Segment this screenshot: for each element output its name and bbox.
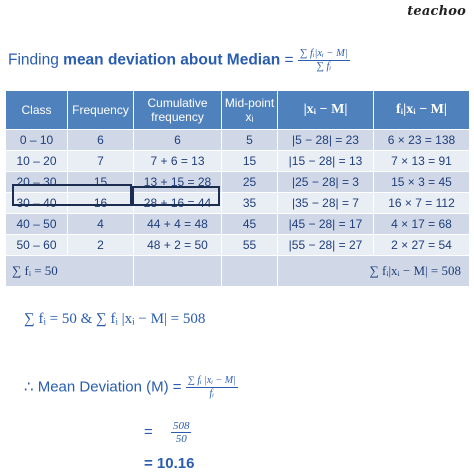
header-frequency: Frequency — [68, 91, 134, 130]
sum-frequency: ∑ fᵢ = 50 — [6, 256, 134, 287]
heading-suffix: = — [280, 51, 294, 69]
cell-abs-deviation: |55 − 28| = 27 — [278, 235, 374, 256]
mean-deviation-fraction — [186, 375, 238, 400]
mean-deviation-formula — [24, 375, 238, 400]
cell-frequency: 2 — [68, 235, 134, 256]
cell-class: 30 – 40 — [6, 193, 68, 214]
cell-cumulative: 13 + 15 = 28 — [134, 172, 222, 193]
table-header-row — [6, 91, 470, 130]
heading-bold: mean deviation about Median — [63, 51, 281, 69]
cell-weighted-deviation: 15 × 3 = 45 — [374, 172, 470, 193]
table-row — [6, 172, 470, 193]
cell-class: 20 – 30 — [6, 172, 68, 193]
table-row — [6, 130, 470, 151]
cell-cumulative: 44 + 4 = 48 — [134, 214, 222, 235]
cell-abs-deviation: |5 − 28| = 23 — [278, 130, 374, 151]
cell-frequency: 6 — [68, 130, 134, 151]
substitution-den: 50 — [175, 433, 187, 445]
cell-class: 40 – 50 — [6, 214, 68, 235]
heading-prefix: Finding — [8, 51, 64, 69]
substitution-fraction — [171, 420, 192, 445]
cell-midpoint: 45 — [222, 214, 278, 235]
cell-class: 50 – 60 — [6, 235, 68, 256]
cell-frequency: 15 — [68, 172, 134, 193]
cell-midpoint: 15 — [222, 151, 278, 172]
cell-weighted-deviation: 6 × 23 = 138 — [374, 130, 470, 151]
header-weighted-deviation: fᵢ|xᵢ − M| — [374, 91, 470, 130]
table-sum-row — [6, 256, 470, 287]
cell-frequency: 16 — [68, 193, 134, 214]
sum-row-blank-1 — [134, 256, 222, 287]
cell-abs-deviation: |25 − 28| = 3 — [278, 172, 374, 193]
cell-cumulative: 6 — [134, 130, 222, 151]
mean-deviation-den: fᵢ — [209, 388, 214, 399]
cell-class: 0 – 10 — [6, 130, 68, 151]
cell-frequency: 4 — [68, 214, 134, 235]
header-cumulative-frequency: Cumulative frequency — [134, 91, 222, 130]
table-row — [6, 235, 470, 256]
cell-abs-deviation: |15 − 28| = 13 — [278, 151, 374, 172]
header-abs-deviation: |xᵢ − M| — [278, 91, 374, 130]
cell-weighted-deviation: 7 × 13 = 91 — [374, 151, 470, 172]
heading-formula-den: ∑ fᵢ — [316, 61, 332, 72]
cell-weighted-deviation: 2 × 27 = 54 — [374, 235, 470, 256]
table-row-median-class — [6, 193, 470, 214]
heading — [8, 48, 350, 73]
sum-row-blank-2 — [222, 256, 278, 287]
table-row — [6, 214, 470, 235]
substitution-step — [144, 420, 191, 445]
substitution-num: 508 — [172, 420, 190, 432]
cell-midpoint: 35 — [222, 193, 278, 214]
cell-cumulative: 28 + 16 = 44 — [134, 193, 222, 214]
mean-deviation-num: ∑ fᵢ |xᵢ − M| — [187, 375, 236, 386]
mean-deviation-label: ∴ Mean Deviation (M) = — [24, 378, 182, 396]
cell-class: 10 – 20 — [6, 151, 68, 172]
cell-frequency: 7 — [68, 151, 134, 172]
cell-midpoint: 55 — [222, 235, 278, 256]
table-row — [6, 151, 470, 172]
header-midpoint: Mid-point xᵢ — [222, 91, 278, 130]
cell-cumulative: 48 + 2 = 50 — [134, 235, 222, 256]
sums-statement: ∑ fᵢ = 50 & ∑ fᵢ |xᵢ − M| = 508 — [24, 311, 206, 327]
cell-midpoint: 5 — [222, 130, 278, 151]
cell-weighted-deviation: 16 × 7 = 112 — [374, 193, 470, 214]
heading-formula-num: ∑ fᵢ|xᵢ − M| — [299, 48, 348, 59]
sum-weighted-deviation: ∑ fᵢ|xᵢ − M| = 508 — [278, 256, 470, 287]
header-class: Class — [6, 91, 68, 130]
cell-abs-deviation: |35 − 28| = 7 — [278, 193, 374, 214]
cell-abs-deviation: |45 − 28| = 17 — [278, 214, 374, 235]
heading-formula — [298, 48, 350, 73]
cell-midpoint: 25 — [222, 172, 278, 193]
cell-cumulative: 7 + 6 = 13 — [134, 151, 222, 172]
equals-sign: = — [144, 423, 153, 441]
frequency-table — [5, 90, 470, 287]
brand-logo: teachoo — [407, 4, 466, 19]
cell-weighted-deviation: 4 × 17 = 68 — [374, 214, 470, 235]
final-result: = 10.16 — [144, 455, 195, 472]
